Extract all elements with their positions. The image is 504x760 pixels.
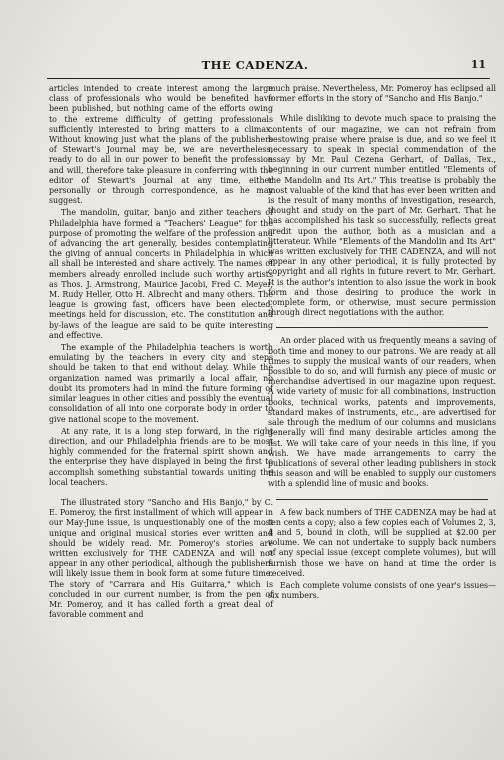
page-number: 11 xyxy=(470,58,486,71)
paragraph: much praise. Nevertheless, Mr. Pomeroy has eclipsed all former efforts in the story of "Sancho and His Banjo." xyxy=(268,84,496,104)
right-column xyxy=(268,84,496,603)
spacer xyxy=(268,106,496,114)
spacer xyxy=(49,490,273,498)
left-column xyxy=(49,84,273,622)
page-header xyxy=(20,58,490,80)
header-rule xyxy=(47,78,490,79)
paragraph: While disliking to devote much space to praising the contents of our magazine, we can not refrain from bestowing praise where praise is due, and so we feel it necessary to speak in special commendation of the essay by Mr. Paul Cezena Gerhart, of Dallas, Tex., beginning in our current number entitled "Elements of the Mandolin and Its Art." This treatise is probably the most valuable of the kind that has ever been written and is the result of many months of investigation, research, thought and study on the part of Mr. Gerhart. That he has accomplished his task so successfully, reflects great credit upon the author, both as a musician and a litterateur. While "Elements of the Mandolin and Its Art" was written exclusively for THE CADENZA, and will not appear in any other periodical, it is fully protected by copyright and all rights in future revert to Mr. Gerhart. It is the author's intention to also issue the work in book form and those desiring to produce the work in complete form, or otherwise, must secure permission through direct negotiations with the author. xyxy=(268,114,496,318)
paragraph: The mandolin, guitar, banjo and zither teachers of Philadelphia have formed a "Teachers' League" for the purpose of promoting the welfare of the profession and of advancing the art generally, besides contemplating the giving of annual concerts in Philadelphia in which all shall be interested and share actively. The names of members already enrolled include such worthy artists as Thos. J. Armstrong, Maurice Jacobi, Fred C. Meyer, M. Rudy Heller, Otto H. Albrecht and many others. The league is growing fast, officers have been elected, meetings held for discussion, etc. The constitution and by-laws of the league are said to be quite interesting and effective. xyxy=(49,208,273,340)
paragraph: The illustrated story "Sancho and His Banjo," by C. E. Pomeroy, the first installment of which will appear in our May-June issue, is unquestionably one of the most unique and original musical stories ever written and should be widely read. Mr. Pomeroy's stories are written exclusively for THE CADENZA and will not appear in any other periodical, although the publishers will likely issue them in book form at some future time. The story of "Carrara and His Guitarra," which is concluded in our current number, is from the pen of Mr. Pomeroy, and it has called forth a great deal of favorable comment and xyxy=(49,497,273,620)
paragraph: The example of the Philadelphia teachers is worth emulating by the teachers in every city and steps should be taken to that end without delay. While the organization named was primarily a local affair, no doubt its promoters had in mind the future forming of similar leagues in other cities and possibly the eventual consolidation of all into one corporate body in order to give national scope to the movement. xyxy=(49,343,273,424)
section-divider xyxy=(276,327,488,328)
paragraph: articles intended to create interest among the large class of professionals who would be benefited have been published, but nothing came of the efforts owing to the extreme difficulty of getting professionals sufficiently interested to bring matters to a climax. Without knowing just what the plans of the publishers of Stewart's Journal may be, we are nevertheless, ready to do all in our power to benefit the profession and will, therefore take pleasure in conferring with the editor of Stewart's Journal at any time, either personally or through correspondence, as he may suggest. xyxy=(49,84,273,206)
magazine-title: THE CADENZA. xyxy=(201,58,309,72)
paragraph: A few back numbers of THE CADENZA may be had at ten cents a copy; also a few copies each of Volumes 2, 3, 4 and 5, bound in cloth, will be supplied at $2.00 per volume. We can not undertake to supply back numbers of any special issue (except complete volumes), but will furnish those we have on hand at time the order is received. xyxy=(268,507,496,578)
paragraph: Each complete volume consists of one year's issues—six numbers. xyxy=(268,580,496,601)
paragraph: An order placed with us frequently means a saving of both time and money to our patrons. We are ready at all times to supply the musical wants of our readers, when possible to do so, and will furnish any piece of music or merchandise advertised in our magazine upon request. A wide variety of music for all combinations, instruction books, technical works, patents and improvements, standard makes of instruments, etc., are advertised for sale through the medium of our columns and musicians generally will find many desirable articles among the list. We will take care of your needs in this line, if you wish. We have made arrangements to carry the publications of several other leading publishers in stock this season and will be enabled to supply our customers with a splendid line of music and books. xyxy=(268,336,496,489)
section-divider xyxy=(276,499,488,500)
paragraph: At any rate, it is a long step forward, in the right direction, and our Philadelphia friends are to be most highly commended for the fraternal spirit shown and the enterprise they have displayed in being the first to accomplish something substantial towards uniting the local teachers. xyxy=(49,426,273,487)
